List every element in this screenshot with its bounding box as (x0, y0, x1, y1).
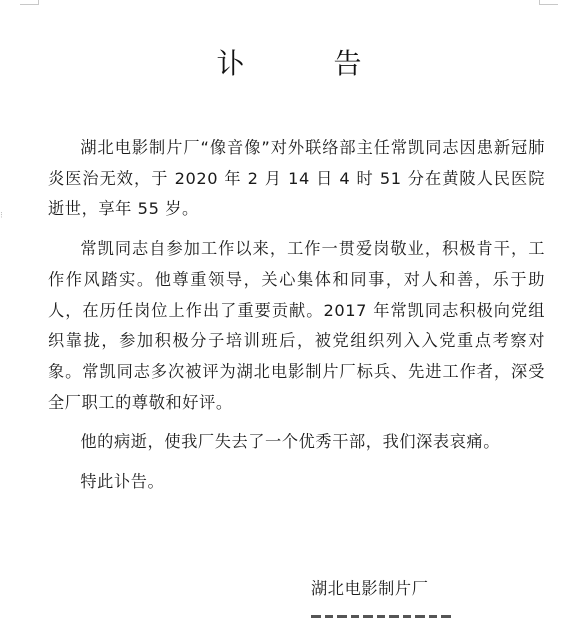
paragraph-2: 常凯同志自参加工作以来，工作一贯爱岗敬业，积极肯干，工作作风踏实。他尊重领导，关心集体和同事，对人和善，乐于助人，在历任岗位上作出了重要贡献。2017 年常凯同志积极向党组织靠拢，参加积极分子培训班后，被党组织列入入党重点考察对象。常凯同志多次被评为湖北电影制片厂标兵、先进工作者，深受全厂职工的尊敬和好评。 (48, 239, 545, 412)
paragraph-1: 湖北电影制片厂“像音像”对外联络部主任常凯同志因患新冠肺炎医治无效，于 2020 年 2 月 14 日 4 时 51 分在黄陂人民医院逝世，享年 55 岁。 (48, 138, 545, 219)
paragraph-4: 特此讣告。 (80, 472, 165, 492)
signature-organization: 湖北电影制片厂 (311, 579, 429, 598)
cut-off-date-line (311, 612, 451, 618)
margin-marker-icon: ⁝ (0, 211, 4, 221)
crop-mark-top-right (539, 0, 558, 5)
paragraph-3: 他的病逝，使我厂失去了一个优秀干部，我们深表哀痛。 (80, 432, 501, 452)
page-title: 讣 告 (216, 47, 402, 80)
document-body (48, 133, 545, 507)
crop-mark-top-left (20, 0, 39, 5)
